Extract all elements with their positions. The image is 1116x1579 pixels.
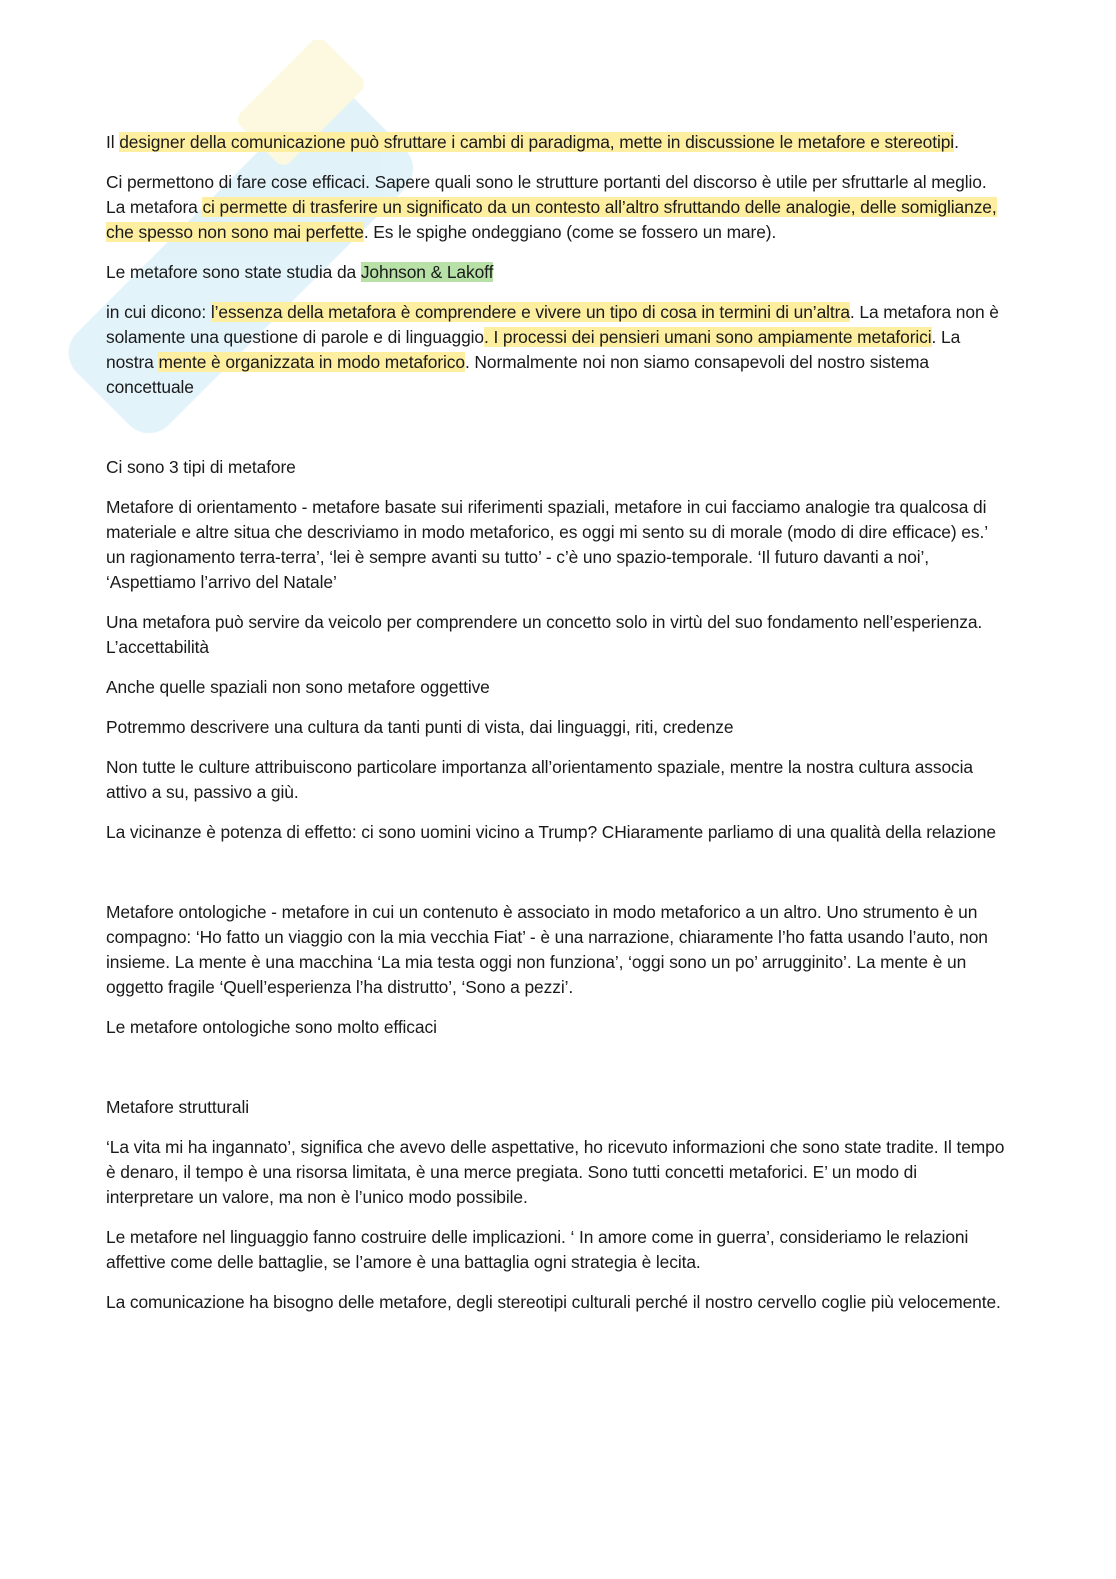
paragraph (106, 610, 1006, 660)
text-segment: Una metafora può servire da veicolo per comprendere un concetto solo in virtù del suo fondamento nell’esperienza. L’accettabilità (106, 612, 983, 657)
paragraph (106, 170, 1006, 245)
paragraph (106, 130, 1006, 155)
paragraph (106, 455, 1006, 480)
paragraph (106, 900, 1006, 1000)
highlighted-text: designer della comunicazione può sfruttare i cambi di paradigma, mette in discussione le metafore e stereotipi (119, 132, 955, 152)
text-segment: . La nostra (106, 327, 961, 372)
highlighted-text: ci permette di trasferire un significato da un contesto all’altro sfruttando delle analogie, delle somiglianze, che spesso non sono mai perfette (106, 197, 997, 242)
paragraph (106, 755, 1006, 805)
text-segment: in cui dicono: (106, 302, 211, 322)
text-segment: Non tutte le culture attribuiscono particolare importanza all’orientamento spaziale, mentre la nostra cultura associa attivo a su, passivo a giù. (106, 757, 973, 802)
text-segment: Le metafore ontologiche sono molto efficaci (106, 1017, 437, 1037)
paragraph (106, 820, 1006, 845)
paragraph-spacer (106, 1055, 1006, 1095)
highlighted-text: mente è organizzata in modo metaforico (158, 352, 465, 372)
paragraph (106, 1015, 1006, 1040)
text-segment: Potremmo descrivere una cultura da tanti punti di vista, dai linguaggi, riti, credenze (106, 717, 734, 737)
paragraph (106, 715, 1006, 740)
text-segment: . Es le spighe ondeggiano (come se fossero un mare). (363, 222, 777, 242)
text-segment: Ci permettono di fare cose efficaci. Sapere quali sono le strutture portanti del discorso è utile per sfruttarle al meglio. La metafora (106, 172, 987, 217)
paragraph (106, 495, 1006, 595)
text-segment: La vicinanze è potenza di effetto: ci sono uomini vicino a Trump? CHiaramente parliamo di una qualità della relazione (106, 822, 996, 842)
document-body (106, 130, 1006, 1330)
text-segment: La comunicazione ha bisogno delle metafore, degli stereotipi culturali perché il nostro cervello coglie più velocemente. (106, 1292, 1001, 1312)
text-segment: Il (106, 132, 120, 152)
paragraph-spacer (106, 415, 1006, 455)
highlighted-text: . I processi dei pensieri umani sono ampiamente metaforici (483, 327, 932, 347)
highlighted-text: Johnson & Lakoff (360, 262, 494, 282)
paragraph (106, 675, 1006, 700)
paragraph (106, 1095, 1006, 1120)
text-segment: Ci sono 3 tipi di metafore (106, 457, 296, 477)
paragraph (106, 260, 1006, 285)
highlighted-text: l’essenza della metafora è comprendere e vivere un tipo di cosa in termini di un’altra (210, 302, 850, 322)
text-segment: Metafore strutturali (106, 1097, 249, 1117)
text-segment: . La metafora non è solamente una questione di parole e di linguaggio (106, 302, 999, 347)
text-segment: Le metafore sono state studia da (106, 262, 361, 282)
text-segment: ‘La vita mi ha ingannato’, significa che avevo delle aspettative, ho ricevuto informazioni che sono state tradite. Il tempo è denaro, il tempo è una risorsa limitata, è una merce pregiata. Sono tutti concetti metaforici. E’ un modo di interpretare un valore, ma non è l’unico modo possibile. (106, 1137, 1005, 1207)
text-segment: Le metafore nel linguaggio fanno costruire delle implicazioni. ‘ In amore come in guerra’, consideriamo le relazioni affettive come delle battaglie, se l’amore è una battaglia ogni strategia è lecita. (106, 1227, 969, 1272)
text-segment: Metafore di orientamento - metafore basate sui riferimenti spaziali, metafore in cui facciamo analogie tra qualcosa di materiale e altre situa che descriviamo in modo metaforico, es oggi mi sento su di morale (modo di dire efficace) es.’ un ragionamento terra-terra’, ‘lei è sempre avanti su tutto’ - c’è uno spazio-temporale. ‘Il futuro davanti a noi’, ‘Aspettiamo l’arrivo del Natale’ (106, 497, 988, 592)
text-segment: Metafore ontologiche - metafore in cui un contenuto è associato in modo metaforico a un altro. Uno strumento è un compagno: ‘Ho fatto un viaggio con la mia vecchia Fiat’ - è una narrazione, chiaramente l’ho fatta usando l’auto, non insieme. La mente è una macchina ‘La mia testa oggi non funziona’, ‘oggi sono un po’ arrugginito’. La mente è un oggetto fragile ‘Quell’esperienza l’ha distrutto’, ‘Sono a pezzi’. (106, 902, 988, 997)
paragraph (106, 1135, 1006, 1210)
paragraph (106, 1290, 1006, 1315)
paragraph (106, 1225, 1006, 1275)
text-segment: . Normalmente noi non siamo consapevoli del nostro sistema concettuale (106, 352, 929, 397)
text-segment: Anche quelle spaziali non sono metafore oggettive (106, 677, 490, 697)
text-segment: . (954, 132, 959, 152)
paragraph (106, 300, 1006, 400)
paragraph-spacer (106, 860, 1006, 900)
